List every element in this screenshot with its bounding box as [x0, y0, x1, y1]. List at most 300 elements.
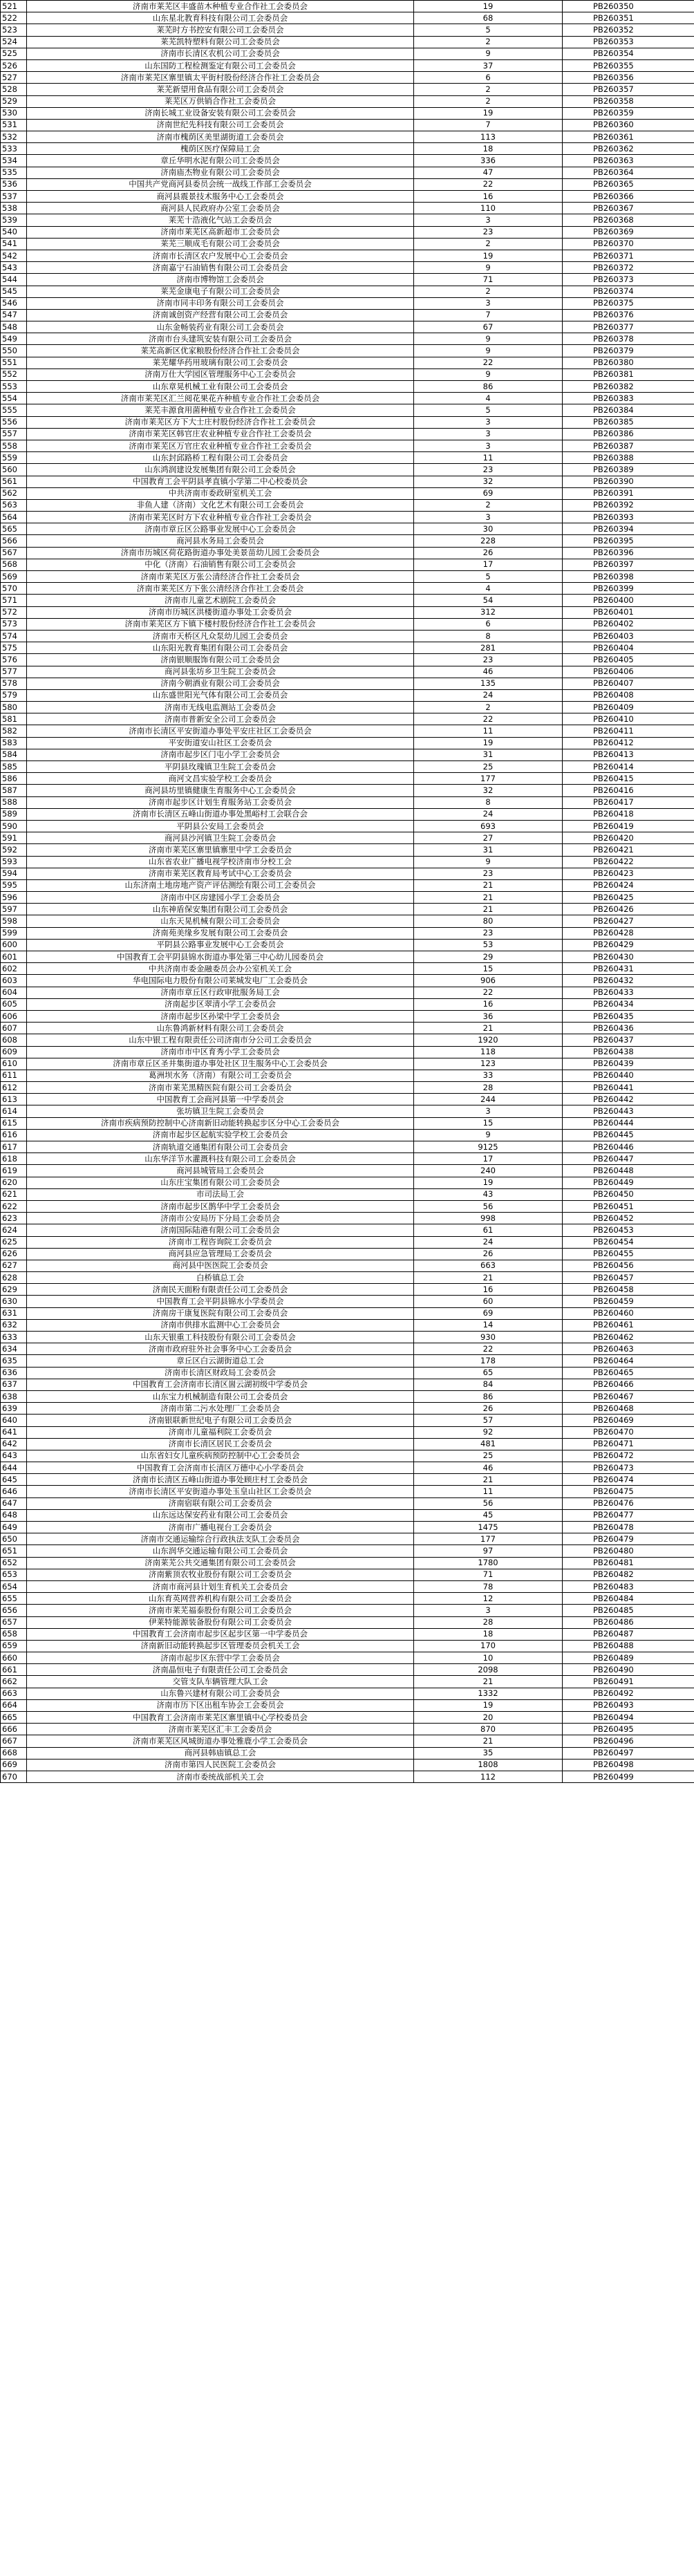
registration-code: PB260379: [563, 345, 694, 357]
registration-code: PB260482: [563, 1569, 694, 1580]
member-count: 870: [414, 1724, 563, 1735]
row-number: 607: [1, 1023, 27, 1034]
member-count: 481: [414, 1438, 563, 1450]
member-count: 3: [414, 440, 563, 451]
table-row: [1, 1141, 694, 1153]
member-count: 1332: [414, 1688, 563, 1699]
registration-code: PB260473: [563, 1462, 694, 1474]
organization-name: 济南万仕大学园区管理服务中心工会委员会: [27, 368, 414, 380]
row-number: 536: [1, 178, 27, 190]
organization-name: 商河县水务局工会委员会: [27, 535, 414, 547]
table-row: [1, 1403, 694, 1415]
registration-code: PB260463: [563, 1343, 694, 1355]
registration-code: PB260439: [563, 1058, 694, 1070]
table-row: [1, 1557, 694, 1569]
registration-code: PB260423: [563, 868, 694, 879]
organization-name: 中共济南市委金融委员会办公室机关工会: [27, 963, 414, 975]
row-number: 629: [1, 1284, 27, 1296]
registration-code: PB260406: [563, 666, 694, 678]
row-number: 594: [1, 868, 27, 879]
member-count: 244: [414, 1094, 563, 1105]
member-count: 1920: [414, 1034, 563, 1046]
organization-name: 济南市莱芜区方下张公清经济合作社工会委员会: [27, 583, 414, 595]
organization-name: 莱芜十浩液化气站工会委员会: [27, 214, 414, 226]
row-number: 660: [1, 1652, 27, 1664]
organization-name: 商河县韩庙镇总工会: [27, 1747, 414, 1759]
organization-name: 济南市莱芜区寨里镇太平街村股份经济合作社工会委员会: [27, 72, 414, 84]
table-row: [1, 1664, 694, 1676]
row-number: 546: [1, 297, 27, 309]
member-count: 27: [414, 832, 563, 844]
organization-name: 济南市莱芜区教育局考试中心工会委员会: [27, 868, 414, 879]
table-row: [1, 1, 694, 12]
table-row: [1, 452, 694, 464]
member-count: 3: [414, 416, 563, 428]
table-row: [1, 393, 694, 404]
registration-code: PB260475: [563, 1486, 694, 1497]
member-count: 26: [414, 1403, 563, 1415]
row-number: 572: [1, 606, 27, 618]
row-number: 580: [1, 702, 27, 713]
member-count: 15: [414, 963, 563, 975]
member-count: 32: [414, 476, 563, 487]
organization-name: 济南市历城区洪楼街道办事处工会委员会: [27, 606, 414, 618]
row-number: 522: [1, 12, 27, 24]
organization-name: 中国教育工会济南市长清区万德中心小学委员会: [27, 1462, 414, 1474]
organization-name: 济南市起步区鹊华中学工会委员会: [27, 1200, 414, 1212]
member-count: 36: [414, 1010, 563, 1022]
row-number: 597: [1, 904, 27, 915]
table-row: [1, 1747, 694, 1759]
registration-code: PB260375: [563, 297, 694, 309]
organization-name: 商河县坊里镇健康生育服务中心工会委员会: [27, 785, 414, 796]
registration-code: PB260384: [563, 404, 694, 416]
registration-code: PB260464: [563, 1355, 694, 1367]
table-row: [1, 1355, 694, 1367]
registration-code: PB260433: [563, 987, 694, 998]
registration-code: PB260356: [563, 72, 694, 84]
row-number: 585: [1, 761, 27, 773]
member-count: 19: [414, 1699, 563, 1711]
member-count: 6: [414, 618, 563, 630]
organization-name: 济南市莱芜区万官庄农业种植专业合作社工会委员会: [27, 440, 414, 451]
row-number: 558: [1, 440, 27, 451]
member-count: 1475: [414, 1522, 563, 1533]
member-count: 3: [414, 214, 563, 226]
organization-name: 济南宿联有限公司工会委员会: [27, 1497, 414, 1509]
member-count: 170: [414, 1640, 563, 1652]
organization-name: 莱芜丰源食用菌种植专业合作社工会委员会: [27, 404, 414, 416]
member-count: 9: [414, 333, 563, 345]
row-number: 569: [1, 571, 27, 583]
table-row: [1, 737, 694, 749]
organization-name: 济南市无线电监测站工会委员会: [27, 702, 414, 713]
table-row: [1, 321, 694, 333]
table-row: [1, 464, 694, 476]
registration-code: PB260444: [563, 1117, 694, 1129]
organization-name: 山东鲁鸿新材料有限公司工会委员会: [27, 1023, 414, 1034]
registration-code: PB260461: [563, 1319, 694, 1331]
table-row: [1, 702, 694, 713]
table-row: [1, 286, 694, 297]
row-number: 616: [1, 1129, 27, 1141]
member-count: 16: [414, 998, 563, 1010]
table-row: [1, 583, 694, 595]
registration-code: PB260445: [563, 1129, 694, 1141]
registration-code: PB260466: [563, 1379, 694, 1390]
table-row: [1, 1712, 694, 1724]
table-row: [1, 1688, 694, 1699]
row-number: 642: [1, 1438, 27, 1450]
organization-name: 济南市莱芜区风城街道办事处雅鹿小学工会委员会: [27, 1735, 414, 1747]
member-count: 21: [414, 1474, 563, 1486]
table-row: [1, 36, 694, 48]
table-row: [1, 963, 694, 975]
member-count: 54: [414, 595, 563, 606]
registration-code: PB260373: [563, 274, 694, 286]
row-number: 595: [1, 879, 27, 891]
table-row: [1, 1023, 694, 1034]
row-number: 579: [1, 689, 27, 701]
row-number: 628: [1, 1272, 27, 1284]
table-row: [1, 143, 694, 155]
member-count: 113: [414, 131, 563, 143]
organization-name: 济南市儿童艺术剧院工会委员会: [27, 595, 414, 606]
table-row: [1, 1260, 694, 1271]
member-count: 178: [414, 1355, 563, 1367]
registration-code: PB260480: [563, 1545, 694, 1557]
table-row: [1, 476, 694, 487]
member-count: 21: [414, 1735, 563, 1747]
registration-code: PB260460: [563, 1307, 694, 1319]
row-number: 542: [1, 250, 27, 261]
row-number: 661: [1, 1664, 27, 1676]
table-row: [1, 416, 694, 428]
registration-code: PB260408: [563, 689, 694, 701]
row-number: 577: [1, 666, 27, 678]
table-row: [1, 1284, 694, 1296]
table-row: [1, 1213, 694, 1224]
row-number: 640: [1, 1415, 27, 1426]
table-row: [1, 856, 694, 868]
organization-name: 济南市长清区农户发展中心工会委员会: [27, 250, 414, 261]
registration-code: PB260496: [563, 1735, 694, 1747]
registration-code: PB260391: [563, 487, 694, 499]
row-number: 523: [1, 24, 27, 36]
member-count: 28: [414, 1616, 563, 1628]
organization-name: 莱芜新望用食品有限公司工会委员会: [27, 84, 414, 95]
table-row: [1, 297, 694, 309]
member-count: 32: [414, 785, 563, 796]
organization-name: 山东国防工程检测鉴定有限公司工会委员会: [27, 59, 414, 71]
registration-code: PB260485: [563, 1605, 694, 1616]
table-row: [1, 1545, 694, 1557]
organization-name: 中国教育工会平阴县锦水小学委员会: [27, 1296, 414, 1307]
row-number: 615: [1, 1117, 27, 1129]
registration-code: PB260382: [563, 381, 694, 393]
registration-code: PB260364: [563, 167, 694, 178]
organization-name: 商河文昌实验学校工会委员会: [27, 773, 414, 785]
registration-code: PB260397: [563, 559, 694, 570]
row-number: 643: [1, 1450, 27, 1462]
organization-name: 莱芜区万供销合作社工会委员会: [27, 95, 414, 107]
row-number: 578: [1, 678, 27, 689]
member-count: 69: [414, 1307, 563, 1319]
registration-code: PB260419: [563, 820, 694, 832]
member-count: 56: [414, 1200, 563, 1212]
registration-code: PB260438: [563, 1046, 694, 1058]
table-row: [1, 1450, 694, 1462]
organization-name: 济南市长清区平安街道办事处玉皇山社区工会委员会: [27, 1486, 414, 1497]
row-number: 530: [1, 107, 27, 119]
table-row: [1, 274, 694, 286]
table-row: [1, 1105, 694, 1117]
table-row: [1, 499, 694, 511]
table-row: [1, 1569, 694, 1580]
table-row: [1, 1474, 694, 1486]
registration-code: PB260361: [563, 131, 694, 143]
table-row: [1, 404, 694, 416]
member-count: 86: [414, 381, 563, 393]
member-count: 2: [414, 95, 563, 107]
table-row: [1, 12, 694, 24]
member-count: 4: [414, 583, 563, 595]
organization-name: 山东庄宝集团有限公司工会委员会: [27, 1177, 414, 1188]
registration-code: PB260458: [563, 1284, 694, 1296]
organization-name: 白桥镇总工会: [27, 1272, 414, 1284]
member-count: 21: [414, 892, 563, 904]
table-row: [1, 796, 694, 808]
organization-name: 山东鲁兴建材有限公司工会委员会: [27, 1688, 414, 1699]
member-count: 31: [414, 749, 563, 760]
table-row: [1, 1129, 694, 1141]
row-number: 622: [1, 1200, 27, 1212]
organization-name: 济南市莱芜区汇兰阅花果花卉种植专业合作社工会委员会: [27, 393, 414, 404]
member-count: 5: [414, 404, 563, 416]
registration-code: PB260377: [563, 321, 694, 333]
organization-name: 济南紫顶农牧业股份有限公司工会委员会: [27, 1569, 414, 1580]
organization-name: 山东封邱路桥工程有限公司工会委员会: [27, 452, 414, 464]
registration-code: PB260398: [563, 571, 694, 583]
table-row: [1, 1094, 694, 1105]
table-row: [1, 939, 694, 951]
row-number: 627: [1, 1260, 27, 1271]
row-number: 531: [1, 119, 27, 131]
row-number: 646: [1, 1486, 27, 1497]
row-number: 625: [1, 1236, 27, 1248]
registration-code: PB260386: [563, 428, 694, 440]
table-row: [1, 167, 694, 178]
organization-name: 商河县应急管理局工会委员会: [27, 1248, 414, 1260]
registration-code: PB260498: [563, 1759, 694, 1771]
organization-name: 济南民天面粉有限责任公司工会委员会: [27, 1284, 414, 1296]
member-count: 23: [414, 927, 563, 939]
registration-code: PB260389: [563, 464, 694, 476]
row-number: 559: [1, 452, 27, 464]
registration-code: PB260446: [563, 1141, 694, 1153]
member-count: 97: [414, 1545, 563, 1557]
table-row: [1, 678, 694, 689]
member-count: 123: [414, 1058, 563, 1070]
member-count: 9125: [414, 1141, 563, 1153]
table-row: [1, 987, 694, 998]
row-number: 598: [1, 915, 27, 927]
table-row: [1, 381, 694, 393]
organization-name: 伊莱特能源装备股份有限公司工会委员会: [27, 1616, 414, 1628]
registration-code: PB260412: [563, 737, 694, 749]
table-row: [1, 512, 694, 523]
organization-name: 中国共产党商河县委员会统一战线工作部工会委员会: [27, 178, 414, 190]
registration-code: PB260418: [563, 808, 694, 820]
row-number: 666: [1, 1724, 27, 1735]
organization-name: 济南市莱芜区万张公清经济合作社工会委员会: [27, 571, 414, 583]
row-number: 555: [1, 404, 27, 416]
organization-name: 中国教育工会商河县第一中学委员会: [27, 1094, 414, 1105]
member-count: 14: [414, 1319, 563, 1331]
registration-code: PB260357: [563, 84, 694, 95]
member-count: 21: [414, 1676, 563, 1688]
row-number: 526: [1, 59, 27, 71]
row-number: 665: [1, 1712, 27, 1724]
row-number: 651: [1, 1545, 27, 1557]
registration-code: PB260362: [563, 143, 694, 155]
table-row: [1, 1652, 694, 1664]
organization-name: 张坊镇卫生院工会委员会: [27, 1105, 414, 1117]
table-row: [1, 1605, 694, 1616]
table-row: [1, 1117, 694, 1129]
registration-code: PB260455: [563, 1248, 694, 1260]
member-count: 7: [414, 309, 563, 321]
table-row: [1, 571, 694, 583]
row-number: 562: [1, 487, 27, 499]
table-row: [1, 309, 694, 321]
organization-name: 济南市台头建筑安装有限公司工会委员会: [27, 333, 414, 345]
member-count: 69: [414, 487, 563, 499]
row-number: 611: [1, 1070, 27, 1081]
member-count: 18: [414, 1628, 563, 1640]
row-number: 656: [1, 1605, 27, 1616]
organization-name: 中国教育工会济南市莱芜区寨里镇中心学校委员会: [27, 1712, 414, 1724]
member-count: 68: [414, 12, 563, 24]
row-number: 570: [1, 583, 27, 595]
member-count: 2: [414, 238, 563, 250]
table-row: [1, 1307, 694, 1319]
member-count: 4: [414, 393, 563, 404]
table-row: [1, 1165, 694, 1177]
table-row: [1, 1415, 694, 1426]
row-number: 636: [1, 1367, 27, 1379]
member-count: 46: [414, 666, 563, 678]
row-number: 602: [1, 963, 27, 975]
registration-code: PB260358: [563, 95, 694, 107]
table-row: [1, 868, 694, 879]
row-number: 652: [1, 1557, 27, 1569]
organization-name: 济南市广播电视台工会委员会: [27, 1522, 414, 1533]
registration-code: PB260451: [563, 1200, 694, 1212]
member-count: 6: [414, 72, 563, 84]
registration-code: PB260487: [563, 1628, 694, 1640]
table-row: [1, 95, 694, 107]
organization-name: 济南市儿童福利院工会委员会: [27, 1426, 414, 1438]
registration-code: PB260401: [563, 606, 694, 618]
table-row: [1, 642, 694, 654]
member-count: 37: [414, 59, 563, 71]
member-count: 3: [414, 512, 563, 523]
table-row: [1, 1082, 694, 1094]
row-number: 659: [1, 1640, 27, 1652]
row-number: 586: [1, 773, 27, 785]
member-count: 26: [414, 547, 563, 559]
registration-code: PB260404: [563, 642, 694, 654]
registration-code: PB260454: [563, 1236, 694, 1248]
table-row: [1, 345, 694, 357]
member-count: 57: [414, 1415, 563, 1426]
table-row: [1, 1070, 694, 1081]
table-row: [1, 975, 694, 987]
row-number: 560: [1, 464, 27, 476]
registration-code: PB260393: [563, 512, 694, 523]
registration-code: PB260402: [563, 618, 694, 630]
member-count: 312: [414, 606, 563, 618]
member-count: 16: [414, 191, 563, 203]
registration-code: PB260422: [563, 856, 694, 868]
table-row: [1, 178, 694, 190]
row-number: 617: [1, 1141, 27, 1153]
row-number: 654: [1, 1580, 27, 1592]
member-count: 26: [414, 1248, 563, 1260]
registration-code: PB260426: [563, 904, 694, 915]
registration-code: PB260497: [563, 1747, 694, 1759]
organization-name: 济南市莱芜福泰股份有限公司工会委员会: [27, 1605, 414, 1616]
member-count: 56: [414, 1497, 563, 1509]
row-number: 608: [1, 1034, 27, 1046]
row-number: 573: [1, 618, 27, 630]
member-count: 177: [414, 773, 563, 785]
organization-name: 济南起步区翠清小学工会委员会: [27, 998, 414, 1010]
member-count: 22: [414, 178, 563, 190]
registration-code: PB260456: [563, 1260, 694, 1271]
organization-name: 济南市第四人民医院工会委员会: [27, 1759, 414, 1771]
member-count: 22: [414, 713, 563, 725]
table-row: [1, 214, 694, 226]
row-number: 582: [1, 725, 27, 737]
organization-name: 山东宝力机械制造有限公司工会委员会: [27, 1390, 414, 1402]
member-count: 92: [414, 1426, 563, 1438]
registration-code: PB260495: [563, 1724, 694, 1735]
row-number: 549: [1, 333, 27, 345]
row-number: 561: [1, 476, 27, 487]
registration-code: PB260499: [563, 1771, 694, 1782]
organization-name: 中国教育工会济南市起步区起步区第一中学委员会: [27, 1628, 414, 1640]
member-count: 30: [414, 523, 563, 535]
organization-name: 济南新旧动能转换起步区管理委员会机关工会: [27, 1640, 414, 1652]
registration-code: PB260370: [563, 238, 694, 250]
table-row: [1, 618, 694, 630]
member-count: 24: [414, 689, 563, 701]
table-row: [1, 1367, 694, 1379]
table-row: [1, 226, 694, 238]
table-row: [1, 1390, 694, 1402]
registration-code: PB260409: [563, 702, 694, 713]
row-number: 645: [1, 1474, 27, 1486]
registration-code: PB260479: [563, 1533, 694, 1545]
organization-name: 山东金畅装药业有限公司工会委员会: [27, 321, 414, 333]
table-row: [1, 1462, 694, 1474]
organization-name: 济南银顺服饰有限公司工会委员会: [27, 654, 414, 666]
row-number: 565: [1, 523, 27, 535]
row-number: 610: [1, 1058, 27, 1070]
registration-code: PB260474: [563, 1474, 694, 1486]
